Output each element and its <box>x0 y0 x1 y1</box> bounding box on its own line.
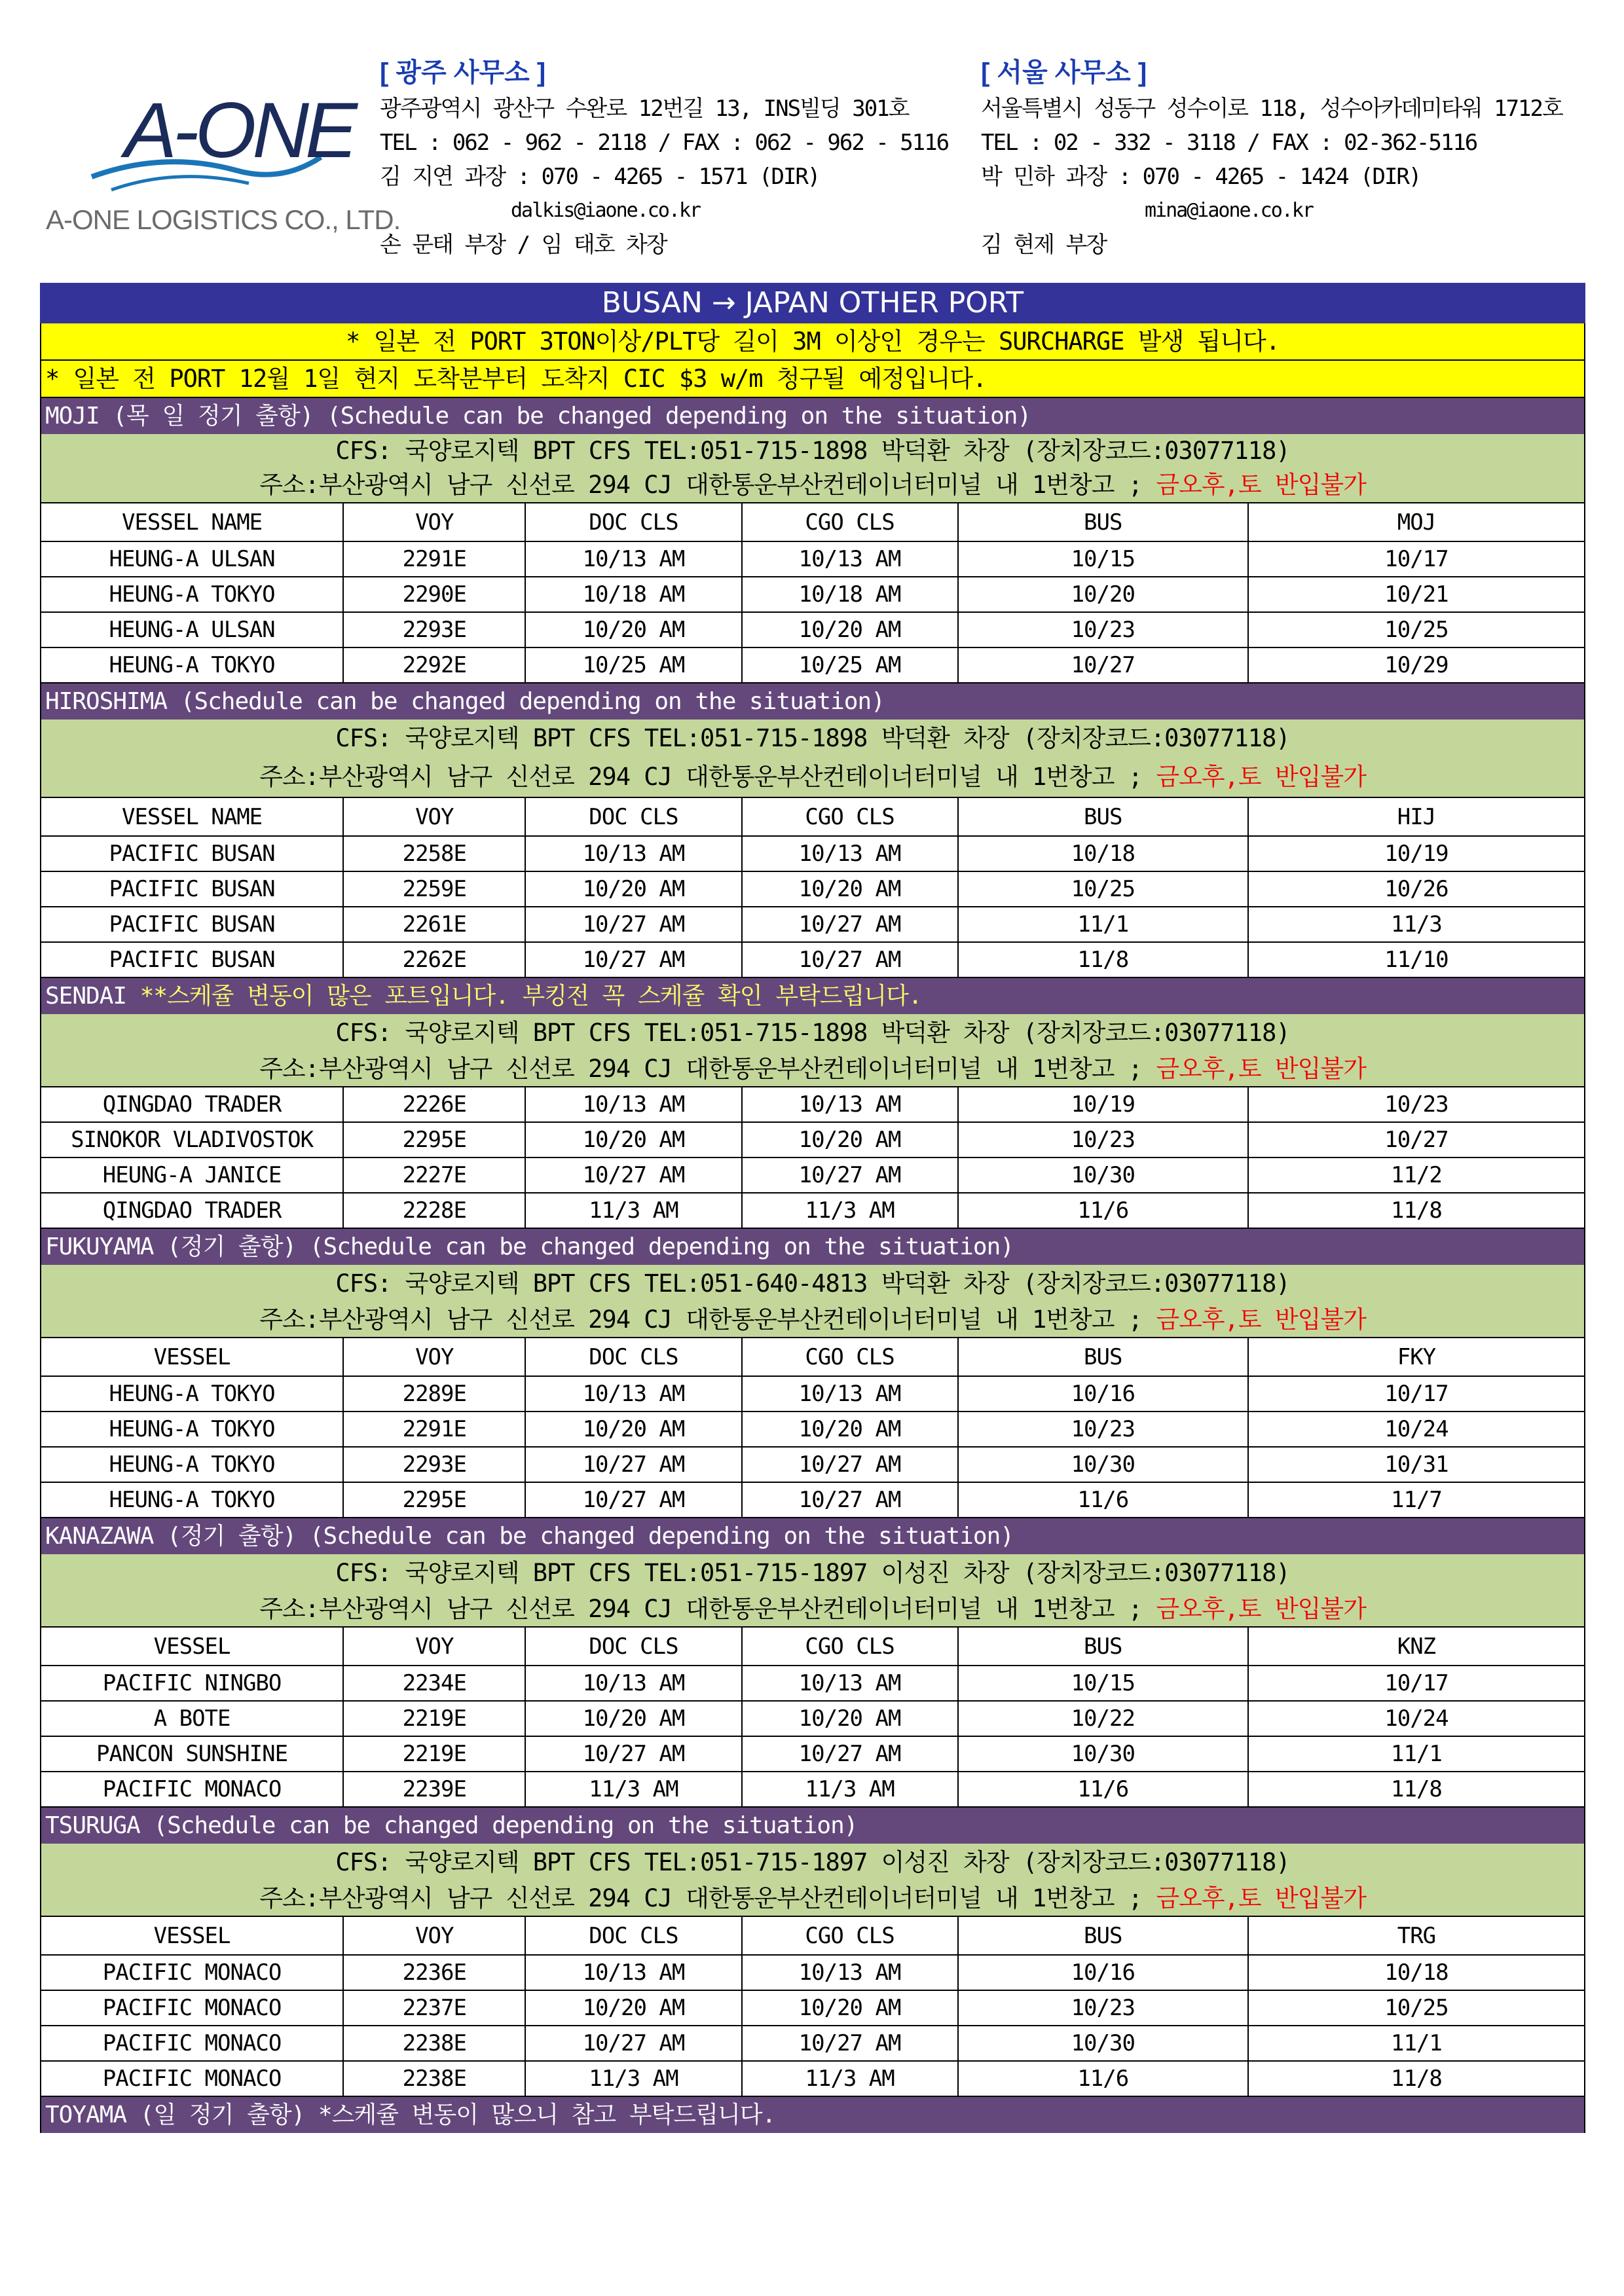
company-name: A-ONE LOGISTICS CO., LTD. <box>46 204 401 235</box>
schedule-table <box>40 1086 1585 1229</box>
cfs-address-line <box>41 757 1584 797</box>
table-cell: 10/27 AM <box>742 942 958 977</box>
table-cell: 11/8 <box>1248 1193 1585 1228</box>
table-row <box>41 942 1585 977</box>
column-header: TRG <box>1248 1916 1585 1955</box>
table-cell: 10/20 AM <box>525 1122 741 1157</box>
table-cell: 10/23 <box>1248 1087 1585 1122</box>
cfs-restriction: 금오후,토 반입불가 <box>1156 1305 1366 1334</box>
cfs-address-line <box>41 468 1584 502</box>
schedule-table <box>40 797 1585 978</box>
cfs-contact-line: CFS: 국양로지텍 BPT CFS TEL:051-715-1898 박덕환 차장 (장치장코드:03077118) <box>335 1019 1290 1047</box>
table-cell: 10/20 AM <box>742 1122 958 1157</box>
cfs-address: 주소:부산광역시 남구 신선로 294 CJ 대한통운부산컨테이너터미널 내 1번창고 ; <box>259 763 1156 791</box>
table-cell: PACIFIC BUSAN <box>41 836 343 871</box>
table-cell: 10/30 <box>958 1736 1248 1772</box>
table-cell: 10/25 <box>1248 612 1585 647</box>
table-cell: 10/24 <box>1248 1701 1585 1736</box>
table-cell: 2261E <box>343 907 525 942</box>
table-cell: 11/1 <box>1248 1736 1585 1772</box>
cfs-address: 주소:부산광역시 남구 신선로 294 CJ 대한통운부산컨테이너터미널 내 1번창고 ; <box>259 471 1156 499</box>
gwangju-tel-fax: TEL : 062 - 962 - 2118 / FAX : 062 - 962 - 5116 <box>380 130 949 156</box>
table-cell: 10/23 <box>958 1990 1248 2026</box>
column-header: BUS <box>958 1916 1248 1955</box>
cfs-address: 주소:부산광역시 남구 신선로 294 CJ 대한통운부산컨테이너터미널 내 1번창고 ; <box>259 1884 1156 1912</box>
table-cell: 11/2 <box>1248 1157 1585 1193</box>
table-header-row <box>41 797 1585 836</box>
cfs-info <box>40 1844 1585 1916</box>
column-header: CGO CLS <box>742 1916 958 1955</box>
table-cell: 10/13 AM <box>525 541 741 577</box>
schedule-table <box>40 1626 1585 1808</box>
table-cell: 10/16 <box>958 1376 1248 1412</box>
seoul-contact: 박 민하 과장 : 070 - 4265 - 1424 (DIR) <box>981 164 1421 190</box>
table-cell: 11/8 <box>1248 2061 1585 2096</box>
port-section <box>40 683 1585 978</box>
column-header: HIJ <box>1248 797 1585 836</box>
cfs-restriction: 금오후,토 반입불가 <box>1156 1055 1366 1083</box>
table-row <box>41 577 1585 612</box>
letterhead <box>0 0 1624 282</box>
column-header: VOY <box>343 1627 525 1666</box>
table-cell: 10/13 AM <box>525 1087 741 1122</box>
gwangju-email[interactable]: dalkis@iaone.co.kr <box>511 199 701 222</box>
table-cell: 10/13 AM <box>742 1376 958 1412</box>
table-cell: HEUNG-A TOKYO <box>41 1447 343 1482</box>
cfs-info <box>40 1265 1585 1337</box>
table-cell: QINGDAO TRADER <box>41 1087 343 1122</box>
table-cell: SINOKOR VLADIVOSTOK <box>41 1122 343 1157</box>
table-cell: 2295E <box>343 1122 525 1157</box>
cfs-contact-line: CFS: 국양로지텍 BPT CFS TEL:051-715-1897 이성진 차장 (장치장코드:03077118) <box>335 1848 1290 1876</box>
table-cell: PACIFIC MONACO <box>41 2026 343 2061</box>
cfs-info <box>40 1014 1585 1086</box>
table-cell: 10/23 <box>958 612 1248 647</box>
port-note: **스케쥴 변동이 많은 포트입니다. 부킹전 꼭 스케쥴 확인 부탁드립니다. <box>139 983 922 1010</box>
table-cell: 10/13 AM <box>525 836 741 871</box>
table-cell: 10/27 AM <box>742 1482 958 1518</box>
table-cell: 2237E <box>343 1990 525 2026</box>
port-name: SENDAI <box>45 983 140 1010</box>
column-header: VOY <box>343 1338 525 1376</box>
table-cell: 10/19 <box>958 1087 1248 1122</box>
table-cell: 2262E <box>343 942 525 977</box>
column-header: DOC CLS <box>525 1916 741 1955</box>
table-cell: 10/25 AM <box>742 647 958 683</box>
seoul-address: 서울특별시 성동구 성수이로 118, 성수아카데미타워 1712호 <box>981 96 1562 122</box>
port-note: (Schedule can be changed depending on the situation) <box>309 1523 1014 1550</box>
column-header: BUS <box>958 503 1248 541</box>
a-one-logo-mark <box>85 79 360 203</box>
column-header: DOC CLS <box>525 1627 741 1666</box>
port-name: TSURUGA <box>45 1812 154 1839</box>
cfs-info <box>40 720 1585 797</box>
table-cell: HEUNG-A ULSAN <box>41 541 343 577</box>
table-cell: 10/20 AM <box>742 1412 958 1447</box>
port-section-header <box>40 683 1585 720</box>
table-cell: 10/30 <box>958 1157 1248 1193</box>
table-cell: 11/3 <box>1248 907 1585 942</box>
company-logo <box>46 79 401 242</box>
table-cell: 10/27 AM <box>742 1736 958 1772</box>
cfs-address-line <box>41 1052 1584 1086</box>
gwangju-contact: 김 지연 과장 : 070 - 4265 - 1571 (DIR) <box>380 164 820 190</box>
table-cell: 10/24 <box>1248 1412 1585 1447</box>
table-cell: 2289E <box>343 1376 525 1412</box>
column-header: VOY <box>343 797 525 836</box>
table-cell: 2290E <box>343 577 525 612</box>
table-cell: 10/20 AM <box>742 612 958 647</box>
table-cell: QINGDAO TRADER <box>41 1193 343 1228</box>
table-cell: 10/27 AM <box>525 942 741 977</box>
seoul-staff: 김 현제 부장 <box>981 232 1107 258</box>
table-cell: 10/20 AM <box>742 1990 958 2026</box>
cfs-contact-line: CFS: 국양로지텍 BPT CFS TEL:051-715-1898 박덕환 차장 (장치장코드:03077118) <box>335 724 1290 752</box>
table-cell: HEUNG-A TOKYO <box>41 577 343 612</box>
table-cell: 10/27 AM <box>742 2026 958 2061</box>
table-cell: 10/13 AM <box>742 836 958 871</box>
gwangju-address: 광주광역시 광산구 수완로 12번길 13, INS빌딩 301호 <box>380 96 909 122</box>
seoul-office-block <box>981 54 1610 262</box>
table-cell: HEUNG-A JANICE <box>41 1157 343 1193</box>
table-cell: 2238E <box>343 2026 525 2061</box>
table-header-row <box>41 1916 1585 1955</box>
port-section-header <box>40 978 1585 1014</box>
table-cell: 10/27 AM <box>742 907 958 942</box>
seoul-office-title: [ 서울 사무소 ] <box>981 58 1147 87</box>
cfs-address: 주소:부산광역시 남구 신선로 294 CJ 대한통운부산컨테이너터미널 내 1번창고 ; <box>259 1305 1156 1334</box>
table-cell: PACIFIC MONACO <box>41 1772 343 1807</box>
column-header: CGO CLS <box>742 1338 958 1376</box>
column-header: DOC CLS <box>525 503 741 541</box>
port-section <box>40 978 1585 1229</box>
table-row <box>41 2026 1585 2061</box>
table-cell: PACIFIC MONACO <box>41 1955 343 1990</box>
table-cell: 2292E <box>343 647 525 683</box>
table-cell: PACIFIC BUSAN <box>41 871 343 907</box>
table-cell: 10/25 AM <box>525 647 741 683</box>
table-cell: 2228E <box>343 1193 525 1228</box>
table-cell: 10/15 <box>958 541 1248 577</box>
column-header: BUS <box>958 1338 1248 1376</box>
column-header: DOC CLS <box>525 797 741 836</box>
table-row <box>41 1736 1585 1772</box>
gwangju-office-block <box>380 54 1008 262</box>
table-cell: 10/18 <box>958 836 1248 871</box>
table-cell: 10/29 <box>1248 647 1585 683</box>
table-cell: 11/1 <box>958 907 1248 942</box>
port-section <box>40 1229 1585 1518</box>
schedule-table <box>40 1916 1585 2097</box>
table-cell: 2259E <box>343 871 525 907</box>
table-row <box>41 1157 1585 1193</box>
cfs-address: 주소:부산광역시 남구 신선로 294 CJ 대한통운부산컨테이너터미널 내 1번창고 ; <box>259 1595 1156 1623</box>
table-cell: 10/18 AM <box>525 577 741 612</box>
table-cell: 10/17 <box>1248 541 1585 577</box>
table-cell: 10/19 <box>1248 836 1585 871</box>
table-cell: 10/20 AM <box>742 1701 958 1736</box>
table-cell: 10/16 <box>958 1955 1248 1990</box>
column-header: CGO CLS <box>742 1627 958 1666</box>
cic-notice: * 일본 전 PORT 12월 1일 현지 도착분부터 도착지 CIC $3 w/m 청구될 예정입니다. <box>40 361 1585 398</box>
table-cell: 11/3 AM <box>525 1772 741 1807</box>
gwangju-office-title: [ 광주 사무소 ] <box>380 58 546 87</box>
column-header: VESSEL <box>41 1338 343 1376</box>
column-header: VESSEL NAME <box>41 503 343 541</box>
table-cell: 10/23 <box>958 1412 1248 1447</box>
cfs-address-line <box>41 1303 1584 1337</box>
table-cell: 10/27 AM <box>525 1736 741 1772</box>
port-section <box>40 1518 1585 1808</box>
table-row <box>41 871 1585 907</box>
port-note: *스케쥴 변동이 많으니 참고 부탁드립니다. <box>318 2102 776 2128</box>
table-cell: 10/15 <box>958 1666 1248 1701</box>
table-cell: PACIFIC MONACO <box>41 2061 343 2096</box>
table-cell: 10/13 AM <box>525 1376 741 1412</box>
table-row <box>41 1447 1585 1482</box>
table-header-row <box>41 1627 1585 1666</box>
table-row <box>41 1412 1585 1447</box>
table-cell: 2258E <box>343 836 525 871</box>
column-header: BUS <box>958 1627 1248 1666</box>
table-cell: 10/13 AM <box>742 1666 958 1701</box>
cfs-info <box>40 1554 1585 1626</box>
table-cell: PACIFIC NINGBO <box>41 1666 343 1701</box>
table-cell: 2293E <box>343 1447 525 1482</box>
table-row <box>41 1376 1585 1412</box>
table-cell: PACIFIC MONACO <box>41 1990 343 2026</box>
table-cell: 10/25 <box>958 871 1248 907</box>
table-cell: HEUNG-A TOKYO <box>41 647 343 683</box>
table-cell: 10/23 <box>958 1122 1248 1157</box>
column-header: VESSEL <box>41 1916 343 1955</box>
page-title: BUSAN → JAPAN OTHER PORT <box>40 283 1585 323</box>
table-cell: 2239E <box>343 1772 525 1807</box>
table-row <box>41 612 1585 647</box>
table-cell: 2291E <box>343 541 525 577</box>
table-cell: 11/6 <box>958 2061 1248 2096</box>
table-cell: 2227E <box>343 1157 525 1193</box>
table-row <box>41 1990 1585 2026</box>
table-row <box>41 1772 1585 1807</box>
port-name: FUKUYAMA (정기 출항) <box>45 1233 310 1260</box>
surcharge-notice: * 일본 전 PORT 3TON이상/PLT당 길이 3M 이상인 경우는 SURCHARGE 발생 됩니다. <box>40 323 1585 361</box>
port-section-header <box>40 398 1585 434</box>
table-cell: 10/22 <box>958 1701 1248 1736</box>
table-row <box>41 2061 1585 2096</box>
port-section-header <box>40 1518 1585 1554</box>
table-cell: 11/3 AM <box>742 1772 958 1807</box>
cfs-info <box>40 434 1585 502</box>
table-cell: 10/27 AM <box>525 1157 741 1193</box>
table-cell: 10/30 <box>958 1447 1248 1482</box>
table-cell: 11/3 AM <box>742 2061 958 2096</box>
table-row <box>41 1955 1585 1990</box>
cfs-address-line <box>41 1592 1584 1626</box>
table-row <box>41 1087 1585 1122</box>
table-row <box>41 647 1585 683</box>
table-row <box>41 907 1585 942</box>
table-cell: 11/1 <box>1248 2026 1585 2061</box>
table-cell: 10/27 AM <box>525 907 741 942</box>
port-name: HIROSHIMA <box>45 688 181 715</box>
table-row <box>41 1701 1585 1736</box>
table-cell: 10/13 AM <box>742 1955 958 1990</box>
port-name: TOYAMA (일 정기 출항) <box>45 2102 318 2128</box>
table-cell: 2234E <box>343 1666 525 1701</box>
table-row <box>41 541 1585 577</box>
table-cell: HEUNG-A ULSAN <box>41 612 343 647</box>
column-header: CGO CLS <box>742 503 958 541</box>
table-cell: 2219E <box>343 1701 525 1736</box>
port-note: (Schedule can be changed depending on the situation) <box>153 1812 858 1839</box>
table-cell: PANCON SUNSHINE <box>41 1736 343 1772</box>
port-section-header-toyama <box>40 2097 1585 2133</box>
column-header: VOY <box>343 1916 525 1955</box>
cfs-contact-line: CFS: 국양로지텍 BPT CFS TEL:051-715-1897 이성진 차장 (장치장코드:03077118) <box>335 1559 1290 1587</box>
table-row <box>41 1666 1585 1701</box>
table-cell: 11/6 <box>958 1482 1248 1518</box>
column-header: KNZ <box>1248 1627 1585 1666</box>
table-cell: 11/6 <box>958 1193 1248 1228</box>
table-cell: 11/3 AM <box>525 1193 741 1228</box>
table-cell: 10/17 <box>1248 1376 1585 1412</box>
cfs-restriction: 금오후,토 반입불가 <box>1156 1595 1366 1623</box>
port-section-header <box>40 1808 1585 1844</box>
table-cell: 10/21 <box>1248 577 1585 612</box>
table-cell: 2291E <box>343 1412 525 1447</box>
port-name: MOJI (목 일 정기 출항) <box>45 403 327 429</box>
column-header: DOC CLS <box>525 1338 741 1376</box>
table-cell: 10/27 AM <box>525 1482 741 1518</box>
schedule-table <box>40 1337 1585 1518</box>
table-cell: HEUNG-A TOKYO <box>41 1412 343 1447</box>
table-cell: 10/25 <box>1248 1990 1585 2026</box>
column-header: FKY <box>1248 1338 1585 1376</box>
table-cell: 10/13 AM <box>525 1666 741 1701</box>
port-note: (Schedule can be changed depending on the situation) <box>309 1233 1014 1260</box>
table-cell: 10/27 <box>958 647 1248 683</box>
table-cell: 11/3 AM <box>742 1193 958 1228</box>
table-row <box>41 1482 1585 1518</box>
table-cell: HEUNG-A TOKYO <box>41 1482 343 1518</box>
cfs-address-line <box>41 1882 1584 1916</box>
table-cell: 11/6 <box>958 1772 1248 1807</box>
column-header: VESSEL NAME <box>41 797 343 836</box>
table-cell: 10/27 <box>1248 1122 1585 1157</box>
table-cell: 10/20 AM <box>525 1990 741 2026</box>
table-cell: 10/18 <box>1248 1955 1585 1990</box>
port-section <box>40 1808 1585 2097</box>
table-cell: 10/31 <box>1248 1447 1585 1482</box>
table-cell: HEUNG-A TOKYO <box>41 1376 343 1412</box>
column-header: CGO CLS <box>742 797 958 836</box>
table-cell: 10/20 AM <box>525 871 741 907</box>
table-row <box>41 836 1585 871</box>
schedule-table <box>40 502 1585 683</box>
table-cell: 2238E <box>343 2061 525 2096</box>
port-name: KANAZAWA (정기 출항) <box>45 1523 310 1550</box>
table-header-row <box>41 1338 1585 1376</box>
table-cell: 10/13 AM <box>742 541 958 577</box>
cfs-restriction: 금오후,토 반입불가 <box>1156 763 1366 791</box>
port-sections <box>40 398 1585 2097</box>
seoul-email[interactable]: mina@iaone.co.kr <box>1145 199 1313 222</box>
table-cell: 10/20 AM <box>525 1412 741 1447</box>
cfs-contact-line: CFS: 국양로지텍 BPT CFS TEL:051-640-4813 박덕환 차장 (장치장코드:03077118) <box>335 1269 1290 1298</box>
table-cell: 10/26 <box>1248 871 1585 907</box>
table-cell: 11/10 <box>1248 942 1585 977</box>
table-header-row <box>41 503 1585 541</box>
port-section <box>40 398 1585 683</box>
table-cell: A BOTE <box>41 1701 343 1736</box>
port-section-header <box>40 1229 1585 1265</box>
table-cell: 10/20 AM <box>742 871 958 907</box>
table-cell: 2295E <box>343 1482 525 1518</box>
table-cell: 10/20 AM <box>525 612 741 647</box>
port-note: (Schedule can be changed depending on the situation) <box>327 403 1031 429</box>
table-cell: 2219E <box>343 1736 525 1772</box>
column-header: VESSEL <box>41 1627 343 1666</box>
table-cell: 10/27 AM <box>525 2026 741 2061</box>
table-cell: 10/13 AM <box>525 1955 741 1990</box>
column-header: VOY <box>343 503 525 541</box>
table-cell: 11/8 <box>958 942 1248 977</box>
schedule-sheet <box>40 283 1585 2133</box>
port-note: (Schedule can be changed depending on the situation) <box>180 688 885 715</box>
cfs-contact-line: CFS: 국양로지텍 BPT CFS TEL:051-715-1898 박덕환 차장 (장치장코드:03077118) <box>335 437 1290 465</box>
table-cell: 10/17 <box>1248 1666 1585 1701</box>
table-cell: 2226E <box>343 1087 525 1122</box>
table-cell: PACIFIC BUSAN <box>41 907 343 942</box>
table-cell: 10/20 AM <box>525 1701 741 1736</box>
cfs-restriction: 금오후,토 반입불가 <box>1156 471 1366 499</box>
logo-wordmark: A-ONE <box>124 86 354 174</box>
table-cell: 10/18 AM <box>742 577 958 612</box>
column-header: BUS <box>958 797 1248 836</box>
gwangju-staff: 손 문태 부장 / 임 태호 차장 <box>380 232 667 258</box>
seoul-tel-fax: TEL : 02 - 332 - 3118 / FAX : 02-362-5116 <box>981 130 1477 156</box>
table-row <box>41 1193 1585 1228</box>
table-cell: 10/20 <box>958 577 1248 612</box>
table-cell: 11/3 AM <box>525 2061 741 2096</box>
table-cell: 11/8 <box>1248 1772 1585 1807</box>
table-cell: 11/7 <box>1248 1482 1585 1518</box>
column-header: MOJ <box>1248 503 1585 541</box>
table-cell: 10/27 AM <box>742 1157 958 1193</box>
table-row <box>41 1122 1585 1157</box>
table-cell: 10/27 AM <box>525 1447 741 1482</box>
table-cell: PACIFIC BUSAN <box>41 942 343 977</box>
cfs-restriction: 금오후,토 반입불가 <box>1156 1884 1366 1912</box>
table-cell: 2293E <box>343 612 525 647</box>
table-cell: 10/13 AM <box>742 1087 958 1122</box>
table-cell: 10/27 AM <box>742 1447 958 1482</box>
cfs-address: 주소:부산광역시 남구 신선로 294 CJ 대한통운부산컨테이너터미널 내 1번창고 ; <box>259 1055 1156 1083</box>
table-cell: 2236E <box>343 1955 525 1990</box>
table-cell: 10/30 <box>958 2026 1248 2061</box>
